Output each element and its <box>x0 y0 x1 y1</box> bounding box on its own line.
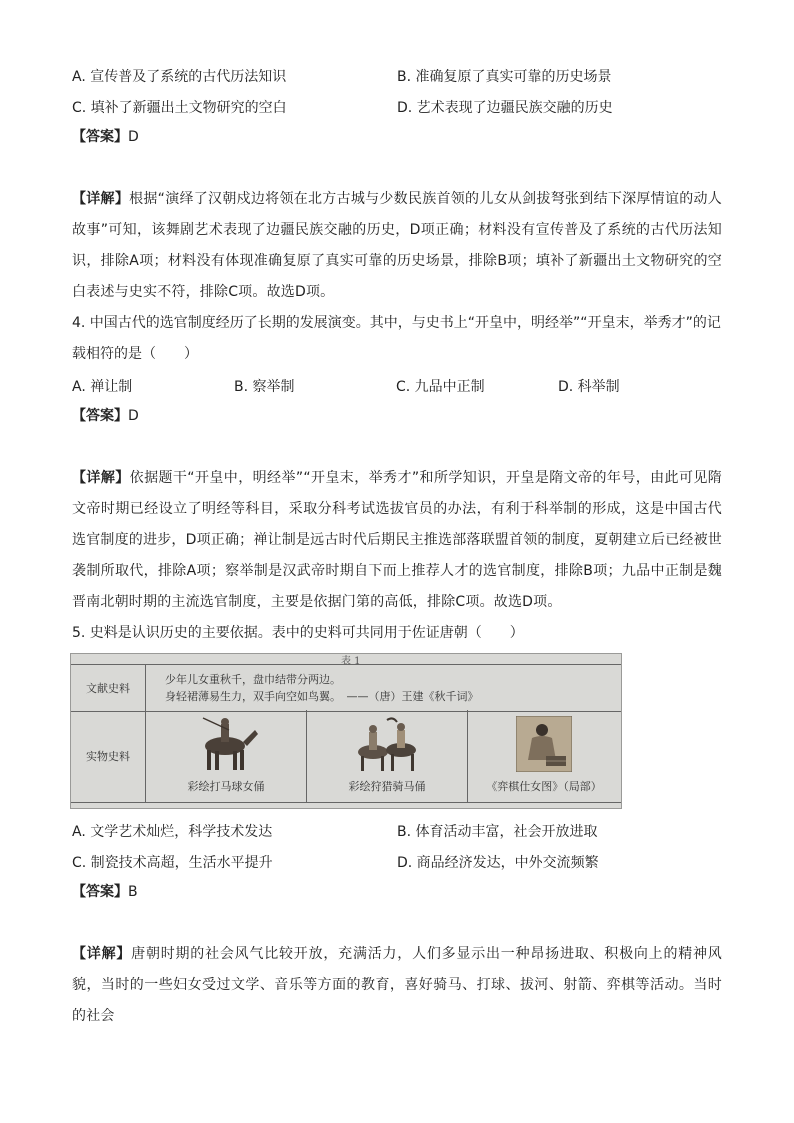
row-header-artifacts: 实物史料 <box>71 710 146 802</box>
q3-option-a[interactable]: A. 宣传普及了系统的古代历法知识 <box>72 68 287 85</box>
table-row-documents <box>71 664 621 712</box>
q5-options-row-2 <box>72 846 722 877</box>
q5-option-a[interactable]: A. 文学艺术灿烂，科学技术发达 <box>72 823 273 840</box>
poem-line-2: 身轻裙薄易生力，双手向空如鸟翼。 ——（唐）王建《秋千词》 <box>165 690 479 703</box>
polo-rider-figurine-icon <box>191 716 261 774</box>
document-source-text <box>165 671 479 705</box>
table-row-artifacts <box>71 710 621 803</box>
q4-answer-value: D <box>128 408 139 424</box>
spacer <box>72 908 722 939</box>
q4-option-a[interactable]: A. 禅让制 <box>72 378 133 395</box>
q3-detail-tag: 【详解】 <box>72 191 130 207</box>
q3-detail <box>72 184 722 308</box>
lady-playing-chess-painting-icon <box>516 716 572 772</box>
artifact-caption-hunting: 彩绘狩猎骑马俑 <box>348 780 426 793</box>
q3-detail-text: 根据“演绎了汉朝戍边将领在北方古城与少数民族首领的儿女从剑拔弩张到结下深厚情谊的动人故事”可知，该舞剧艺术表现了边疆民族交融的历史，D项正确；材料没有宣传普及了系统的古代历法知识，排除A项；材料没有体现准确复原了真实可靠的历史场景，排除B项；填补了新疆出土文物研究的空白表述与史实不符，排除C项。故选D项。 <box>72 191 722 300</box>
q5-answer <box>72 877 722 908</box>
hunting-riders-figurine-icon <box>347 716 427 774</box>
q4-stem: 4. 中国古代的选官制度经历了长期的发展演变。其中，与史书上“开皇中，明经举”“开皇末，举秀才”的记载相符的是（ ） <box>72 315 721 362</box>
table-caption: 表 1 <box>341 656 361 667</box>
q3-option-c[interactable]: C. 填补了新疆出土文物研究的空白 <box>72 99 287 116</box>
q4-option-d[interactable]: D. 科举制 <box>558 378 620 395</box>
artifact-caption-painting: 《弈棋仕女图》（局部） <box>486 780 602 793</box>
artifact-cell-polo <box>146 710 307 802</box>
q5-answer-value: B <box>128 884 138 900</box>
source-table-photo <box>70 653 622 809</box>
q4-option-c[interactable]: C. 九品中正制 <box>396 378 485 395</box>
q5-detail-text: 唐朝时期的社会风气比较开放，充满活力，人们多显示出一种昂扬进取、积极向上的精神风貌，当时的一些妇女受过文学、音乐等方面的教育，喜好骑马、打球、拔河、射箭、弈棋等活动。当时的社会 <box>72 946 722 1024</box>
q5-stem: 5. 史料是认识历史的主要依据。表中的史料可共同用于佐证唐朝（ ） <box>72 625 524 641</box>
q3-options-row-2 <box>72 91 722 122</box>
q5-option-b[interactable]: B. 体育活动丰富，社会开放进取 <box>397 823 598 840</box>
q4-option-b[interactable]: B. 察举制 <box>234 378 295 395</box>
q5-detail-tag: 【详解】 <box>72 946 132 962</box>
q5-detail <box>72 939 722 1032</box>
q3-option-b[interactable]: B. 准确复原了真实可靠的历史场景 <box>397 68 612 85</box>
spacer <box>72 432 722 463</box>
artifact-cell-hunting <box>307 710 468 802</box>
row-header-documents: 文献史料 <box>71 665 146 711</box>
spacer <box>72 153 722 184</box>
q5-options-row-1 <box>72 815 722 846</box>
q3-answer-tag: 【答案】 <box>72 129 128 145</box>
artifact-caption-polo: 彩绘打马球女俑 <box>187 780 265 793</box>
q5-option-d[interactable]: D. 商品经济发达，中外交流频繁 <box>397 854 599 871</box>
q3-option-d[interactable]: D. 艺术表现了边疆民族交融的历史 <box>397 99 613 116</box>
q5-answer-tag: 【答案】 <box>72 884 128 900</box>
q3-options-row-1 <box>72 60 722 91</box>
q4-options-row <box>72 370 722 401</box>
q3-answer <box>72 122 722 153</box>
artifact-cell-painting <box>468 710 620 802</box>
poem-line-1: 少年儿女重秋千，盘巾结带分两边。 <box>165 673 341 686</box>
q4-answer <box>72 401 722 432</box>
q4-detail-tag: 【详解】 <box>72 470 130 486</box>
exam-page <box>72 60 722 1032</box>
q4-detail-text: 依据题干“开皇中，明经举”“开皇末，举秀才”和所学知识，开皇是隋文帝的年号，由此可见隋文帝时期已经设立了明经等科目，采取分科考试选拔官员的办法，有利于科举制的形成，这是中国古代选官制度的进步，D项正确；禅让制是远古时代后期民主推选部落联盟首领的制度，夏朝建立后已经被世袭制所取代，排除A项；察举制是汉武帝时期自下而上推荐人才的选官制度，排除B项；九品中正制是魏晋南北朝时期的主流选官制度，主要是依据门第的高低，排除C项。故选D项。 <box>72 470 722 610</box>
q4-answer-tag: 【答案】 <box>72 408 128 424</box>
q4-detail <box>72 463 722 618</box>
q3-answer-value: D <box>128 129 139 145</box>
q5-option-c[interactable]: C. 制瓷技术高超，生活水平提升 <box>72 854 273 871</box>
